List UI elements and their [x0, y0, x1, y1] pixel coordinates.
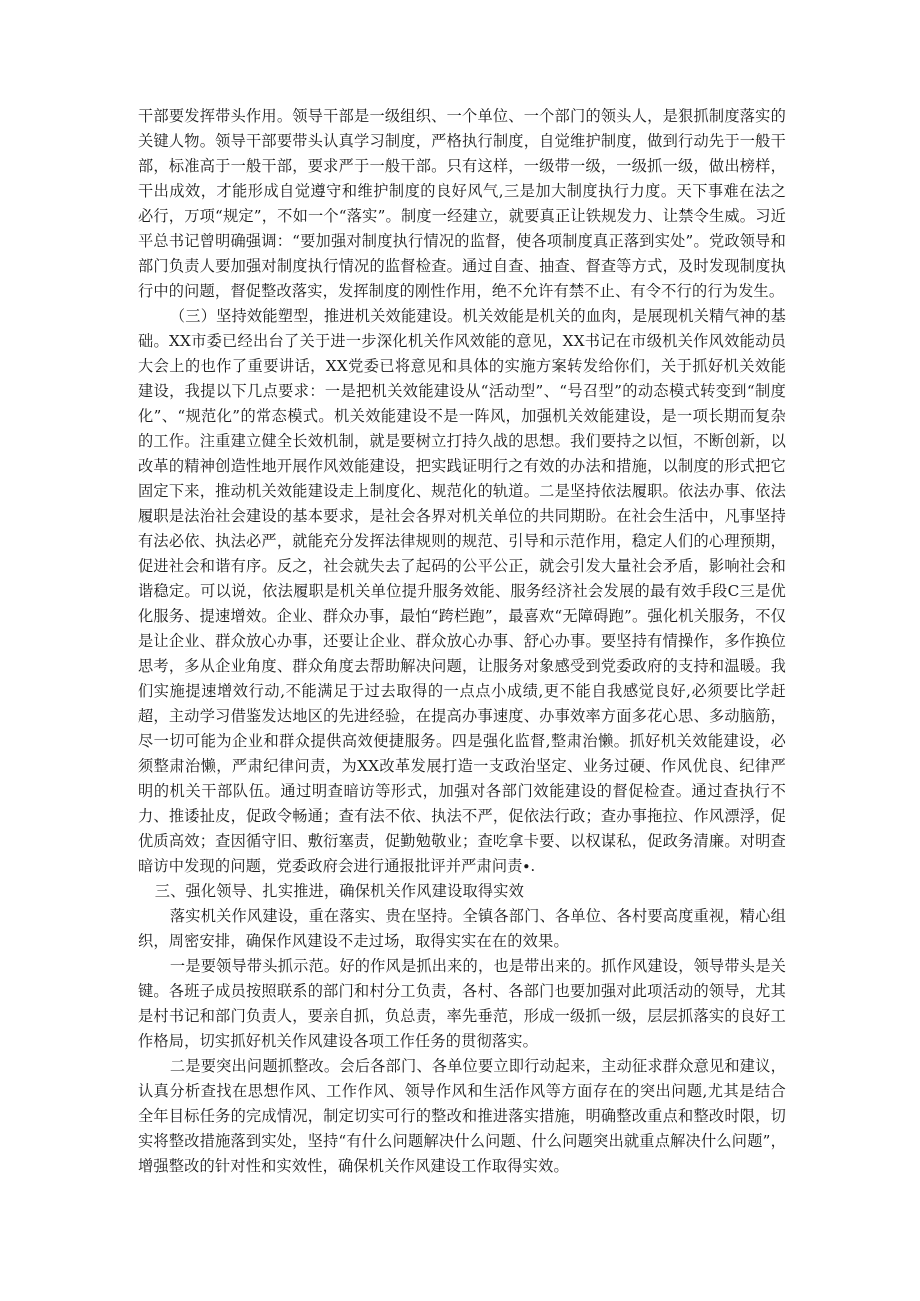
paragraph-leaders-lead: 一是要领导带头抓示范。好的作风是抓出来的，也是带出来的。抓作风建设，领导带头是关键。各班子成员按照联系的部门和村分工负责，各村、各部门也要加强对此项活动的领导，尤其是村书记和部门负责人，要亲自抓，负总责，率先垂范，形成一级抓一级，层层抓落实的良好工作格局，切实抓好机关作风建设各项工作任务的贯彻落实。: [138, 957, 786, 1050]
document-page: [138, 104, 786, 1179]
paragraph-cadre-leadership: 干部要发挥带头作用。领导干部是一级组织、一个单位、一个部门的领头人，是狠抓制度落实的关键人物。领导干部要带头认真学习制度，严格执行制度，自觉维护制度，做到行动先于一般干部，标准高于一般干部，要求严于一般干部。只有这样，一级带一级，一级抓一级，做出榜样，干出成效，才能形成自觉遵守和维护制度的良好风气,三是加大制度执行力度。天下事难在法之必行，万项“规定”，不如一个“落实”。制度一经建立，就要真正让铁规发力、让禁令生威。习近平总书记曾明确强调：“要加强对制度执行情况的监督，使各项制度真正落到实处”。党政领导和部门负责人要加强对制度执行情况的监督检查。通过自查、抽查、督查等方式，及时发现制度执行中的问题，督促整改落实，发挥制度的刚性作用，绝不允许有禁不止、有令不行的行为发生。: [138, 107, 786, 300]
section-heading-three: 三、强化领导、扎实推进，确保机关作风建设取得实效: [154, 882, 525, 900]
paragraph-rectification: 二是要突出问题抓整改。会后各部门、各单位要立即行动起来，主动征求群众意见和建议，认真分析查找在思想作风、工作作风、领导作风和生活作风等方面存在的突出问题,尤其是结合全年目标任务的完成情况，制定切实可行的整改和推进落实措施，明确整改重点和整改时限，切实将整改措施落到实处，坚持“有什么问题解决什么问题、什么问题突出就重点解决什么问题”，增强整改的针对性和实效性，确保机关作风建设工作取得实效。: [138, 1057, 786, 1175]
paragraph-implementation: 落实机关作风建设，重在落实、贵在坚持。全镇各部门、各单位、各村要高度重视，精心组织，周密安排，确保作风建设不走过场，取得实实在在的效果。: [138, 907, 786, 950]
paragraph-efficiency-building: （三）坚持效能塑型，推进机关效能建设。机关效能是机关的血肉，是展现机关精气神的基础。XX市委已经出台了关于进一步深化机关作风效能的意见，XX书记在市级机关作风效能动员大会上的也作了重要讲话，XX党委已将意见和具体的实施方案转发给你们，关于抓好机关效能建设，我提以下几点要求：一是把机关效能建设从“活动型”、“号召型”的动态模式转变到“制度化”、“规范化”的常态模式。机关效能建设不是一阵风，加强机关效能建设，是一项长期而复杂的工作。注重建立健全长效机制，就是要树立打持久战的思想。我们要持之以恒，不断创新，以改革的精神创造性地开展作风效能建设，把实践证明行之有效的办法和措施，以制度的形式把它固定下来，推动机关效能建设走上制度化、规范化的轨道。二是坚持依法履职。依法办事、依法履职是法治社会建设的基本要求，是社会各界对机关单位的共同期盼。在社会生活中，凡事坚持有法必依、执法必严，就能充分发挥法律规则的规范、引导和示范作用，稳定人们的心理预期，促进社会和谐有序。反之，社会就失去了起码的公平公正，就会引发大量社会矛盾，影响社会和谐稳定。可以说，依法履职是机关单位提升服务效能、服务经济社会发展的最有效手段C三是优化服务、提速增效。企业、群众办事，最怕“跨栏跑”，最喜欢“无障碍跑”。强化机关服务，不仅是让企业、群众放心办事，还要让企业、群众放心办事、舒心办事。要坚持有情操作，多作换位思考，多从企业角度、群众角度去帮助解决问题，让服务对象感受到党委政府的支持和温暖。我们实施提速增效行动,不能满足于过去取得的一点点小成绩,更不能自我感觉良好,必须要比学赶超，主动学习借鉴发达地区的先进经验，在提高办事速度、办事效率方面多花心思、多动脑筋，尽一切可能为企业和群众提供高效便捷服务。四是强化监督,整肃治懒。抓好机关效能建设，必须整肃治懒，严肃纪律问责，为XX改革发展打造一支政治坚定、业务过硬、作风优良、纪律严明的机关干部队伍。通过明查暗访等形式，加强对各部门效能建设的督促检查。通过查执行不力、推诿扯皮，促政令畅通；查有法不依、执法不严，促依法行政；查办事拖拉、作风漂浮，促优质高效；查因循守旧、敷衍塞责，促勤勉敬业；查吃拿卡要、以权谋私，促政务清廉。对明查暗访中发现的问题，党委政府会进行通报批评并严肃问责∙.: [138, 307, 786, 875]
